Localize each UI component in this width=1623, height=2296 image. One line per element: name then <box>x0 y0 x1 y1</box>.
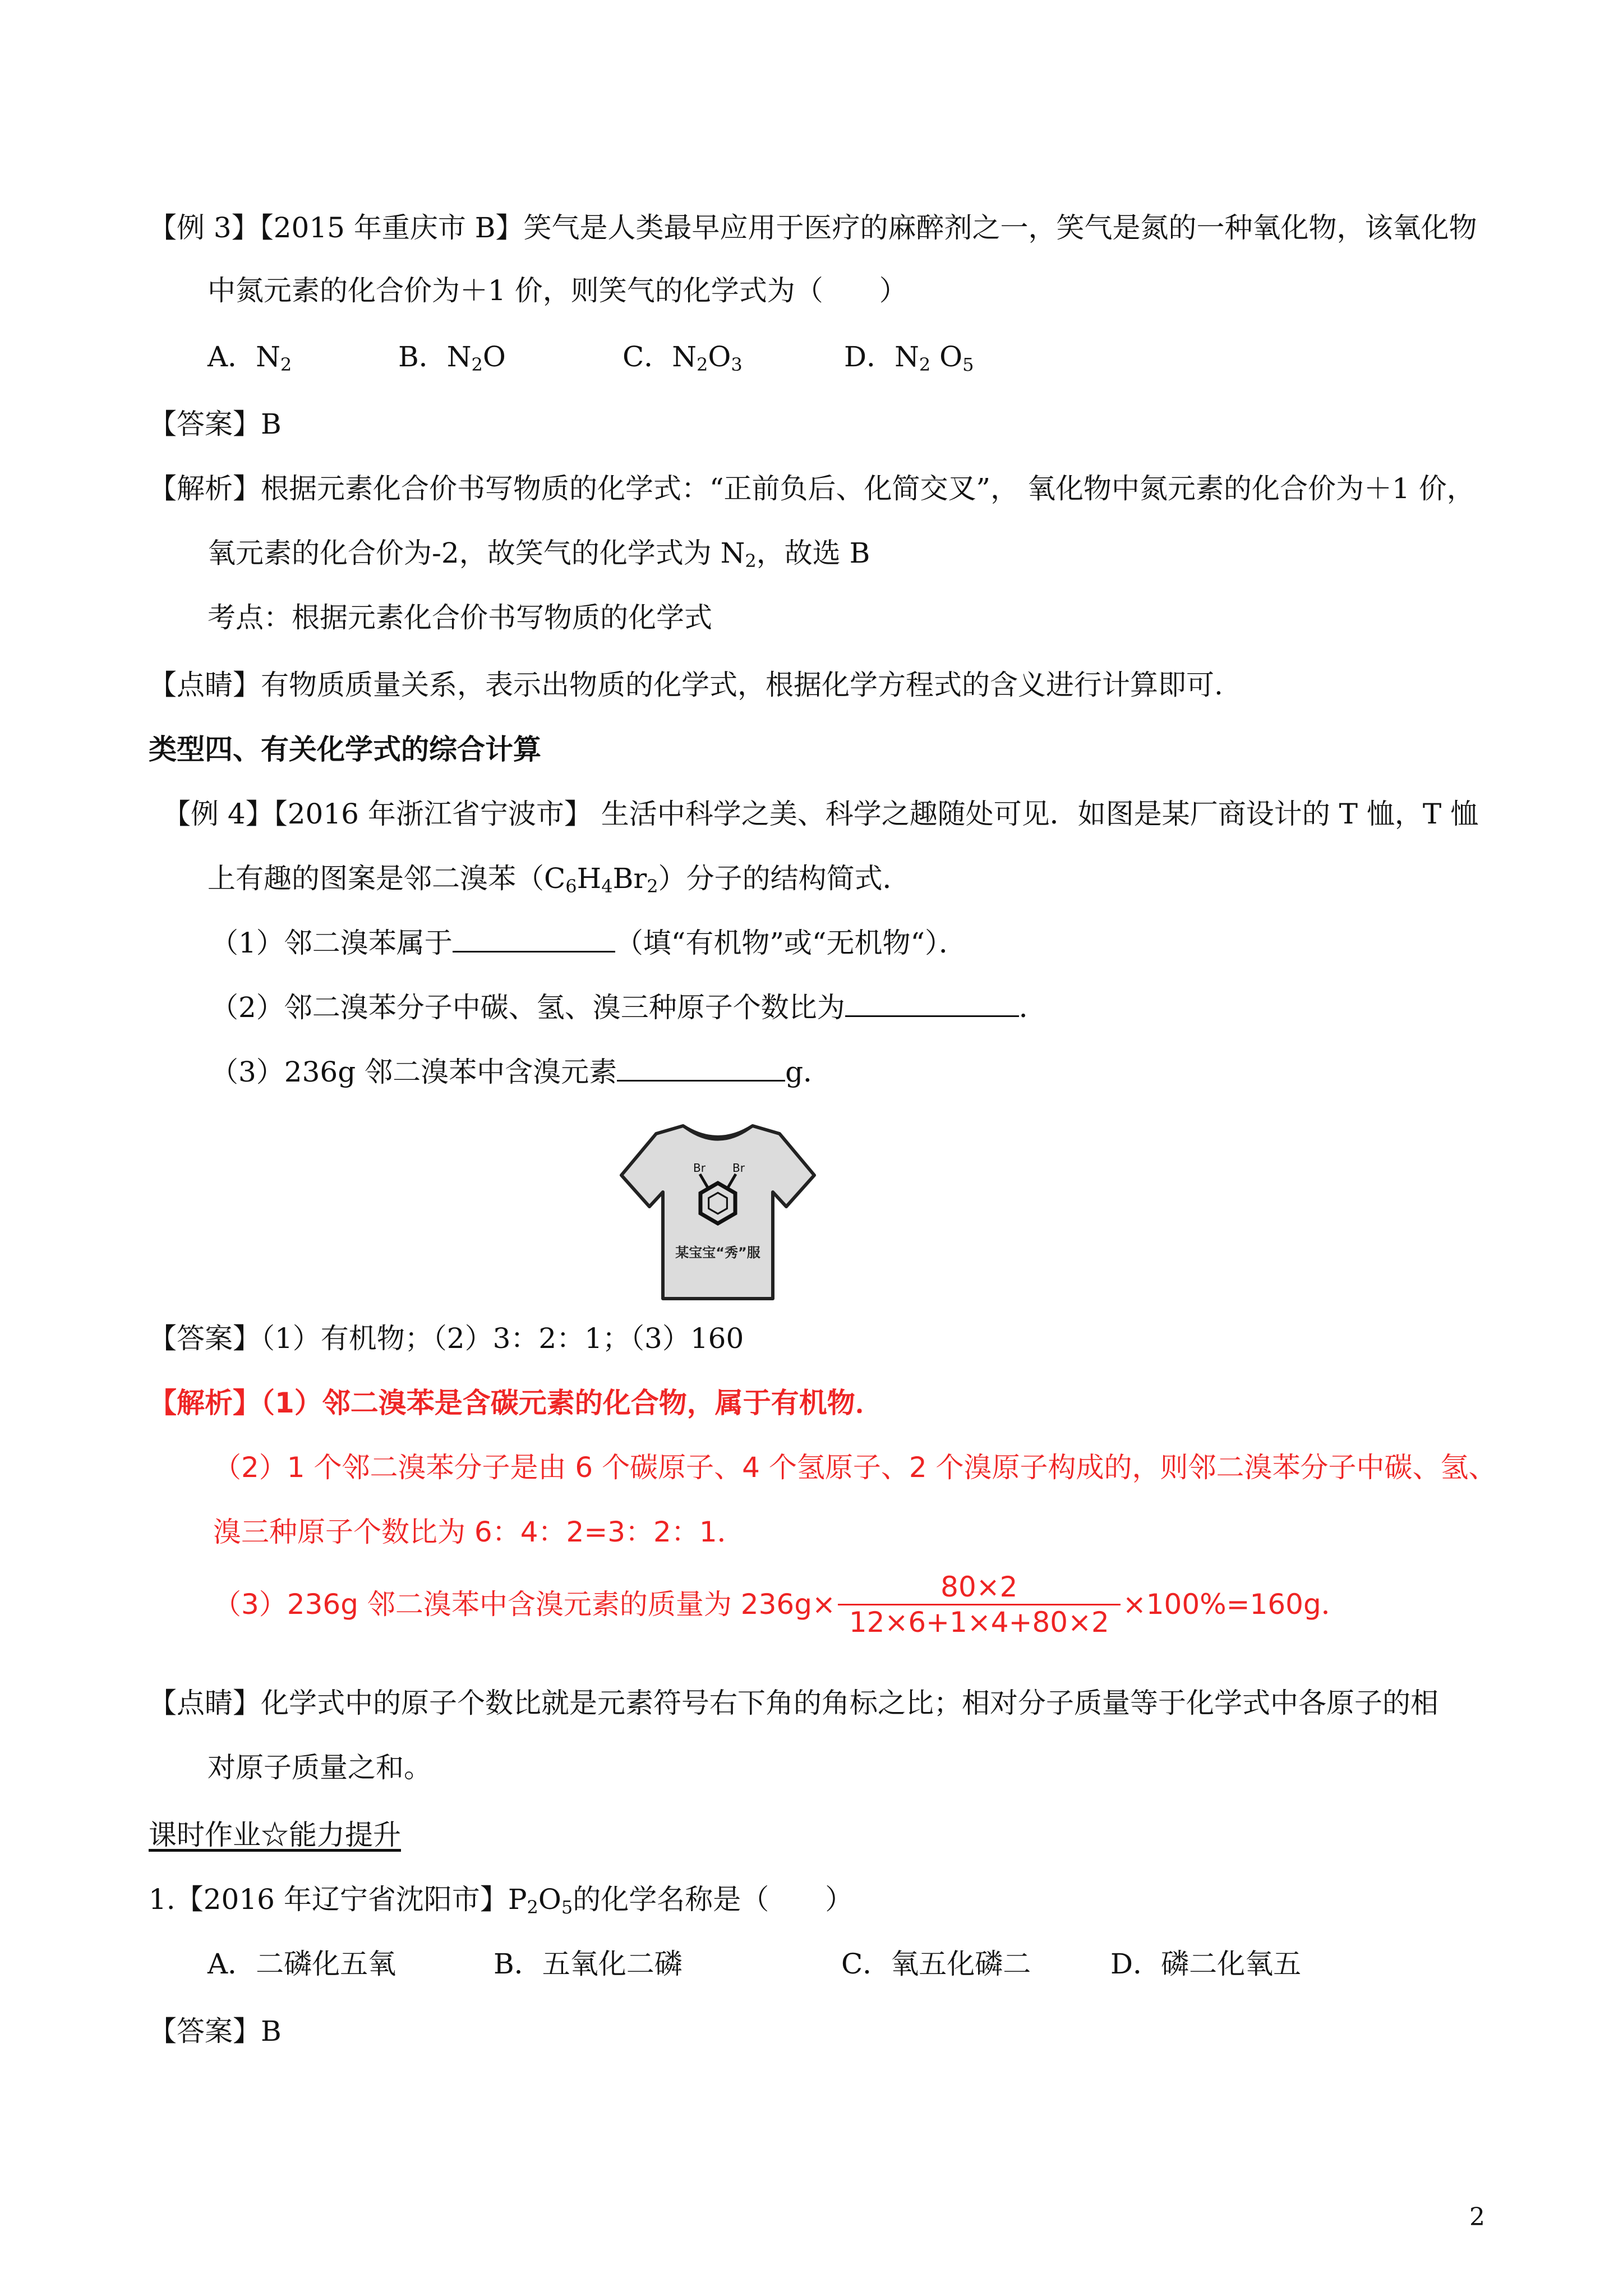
example4-stem-line1: 【例 4】【2016 年浙江省宁波市】 生活中科学之美、科学之趣随处可见．如图是某厂商设计的 T 恤，T 恤 <box>163 798 1479 830</box>
option-b: B．$N_2O$ <box>398 341 506 375</box>
answer-blank-2[interactable] <box>845 991 1019 1017</box>
answer-blank-1[interactable] <box>453 926 615 953</box>
example3-kaodian: 考点：根据元素化合价书写物质的化学式 <box>208 601 712 634</box>
example3-stem-line2: 中氮元素的化合价为＋1 价，则笑气的化学式为（ ） <box>208 274 907 307</box>
tshirt-label: 某宝宝“秀”服 <box>675 1245 760 1260</box>
page-number: 2 <box>1469 2203 1485 2231</box>
option-a: A．$N_2$ <box>208 341 292 375</box>
option-d: D．$N_2$ $O_5$ <box>844 341 974 375</box>
example4-stem-line2: 上有趣的图案是邻二溴苯$(C_6H_4Br_2)$分子的结构简式． <box>208 862 911 897</box>
homework-q1-answer: 【答案】B <box>149 2015 282 2047</box>
answer-blank-3[interactable] <box>617 1055 785 1082</box>
example3-dianjing: 【点睛】有物质质量关系，表示出物质的化学式，根据化学方程式的含义进行计算即可. <box>149 669 1223 701</box>
tshirt-figure <box>617 1114 819 1307</box>
example3-analysis-line1: 【解析】根据元素化合价书写物质的化学式：“正前负后、化简交叉”， 氧化物中氮元素的化合价为＋1 价， <box>149 472 1475 505</box>
q1-option-d: D．磷二化氧五 <box>1110 1948 1302 1980</box>
example4-question1: （1）邻二溴苯属于 （填“有机物”或“无机物“）． <box>210 927 967 959</box>
example3-analysis-line2: 氧元素的化合价为-2，故笑气的化学式为 $N_2$，故选 B <box>208 537 870 572</box>
example3-options <box>208 339 993 374</box>
example4-question3: （3）236g 邻二溴苯中含溴元素 g． <box>210 1056 832 1088</box>
example4-dianjing-line1: 【点睛】化学式中的原子个数比就是元素符号右下角的角标之比；相对分子质量等于化学式中各原子的相 <box>149 1687 1438 1719</box>
section-heading: 类型四、有关化学式的综合计算 <box>149 733 541 766</box>
svg-text:Br: Br <box>732 1161 745 1175</box>
mass-fraction: $\frac{80\times 2}{12\times 6+1\times 4+80\times 2}$ <box>838 1572 1121 1637</box>
example4-dianjing-line2: 对原子质量之和。 <box>208 1751 432 1784</box>
example4-question2: （2）邻二溴苯分子中碳、氢、溴三种原子个数比为 ． <box>210 991 1047 1024</box>
q1-option-b: B．五氧化二磷 <box>494 1948 683 1980</box>
homework-heading: 课时作业☆能力提升 <box>149 1819 401 1851</box>
example4-analysis-2: （2）1 个邻二溴苯分子是由 6 个碳原子、4 个氢原子、2 个溴原子构成的，则邻二溴苯分子中碳、氢、 <box>213 1451 1497 1484</box>
tshirt-outline <box>621 1126 814 1299</box>
q1-option-c: C．氧五化磷二 <box>841 1948 1031 1980</box>
example3-answer: 【答案】B <box>149 408 282 440</box>
example4-analysis-4: （3）236g 邻二溴苯中含溴元素的质量为 236g× $\frac{80\times 2}{12\times 6+1\times 4+80\times 2}$ ×100%=160g． <box>213 1570 1349 1639</box>
example4-answer: 【答案】（1）有机物；（2）3：2：1；（3）160 <box>149 1322 744 1355</box>
homework-q1-stem: 1.【2016 年辽宁省沈阳市】$P_2O_5$的化学名称是（ ） <box>149 1883 854 1918</box>
svg-text:Br: Br <box>693 1161 706 1175</box>
q1-option-a: A．二磷化五氧 <box>208 1948 396 1980</box>
example3-stem-line1: 【例 3】【2015 年重庆市 B】笑气是人类最早应用于医疗的麻醉剂之一，笑气是氮的一种氧化物，该氧化物 <box>149 211 1477 244</box>
homework-q1-options <box>208 1947 1301 1981</box>
example4-analysis-3: 溴三种原子个数比为 6：4：2=3：2：1． <box>213 1516 745 1548</box>
option-c: C．$N_2O_3$ <box>623 341 743 375</box>
example4-analysis-1: 【解析】（1）邻二溴苯是含碳元素的化合物，属于有机物． <box>149 1387 883 1419</box>
